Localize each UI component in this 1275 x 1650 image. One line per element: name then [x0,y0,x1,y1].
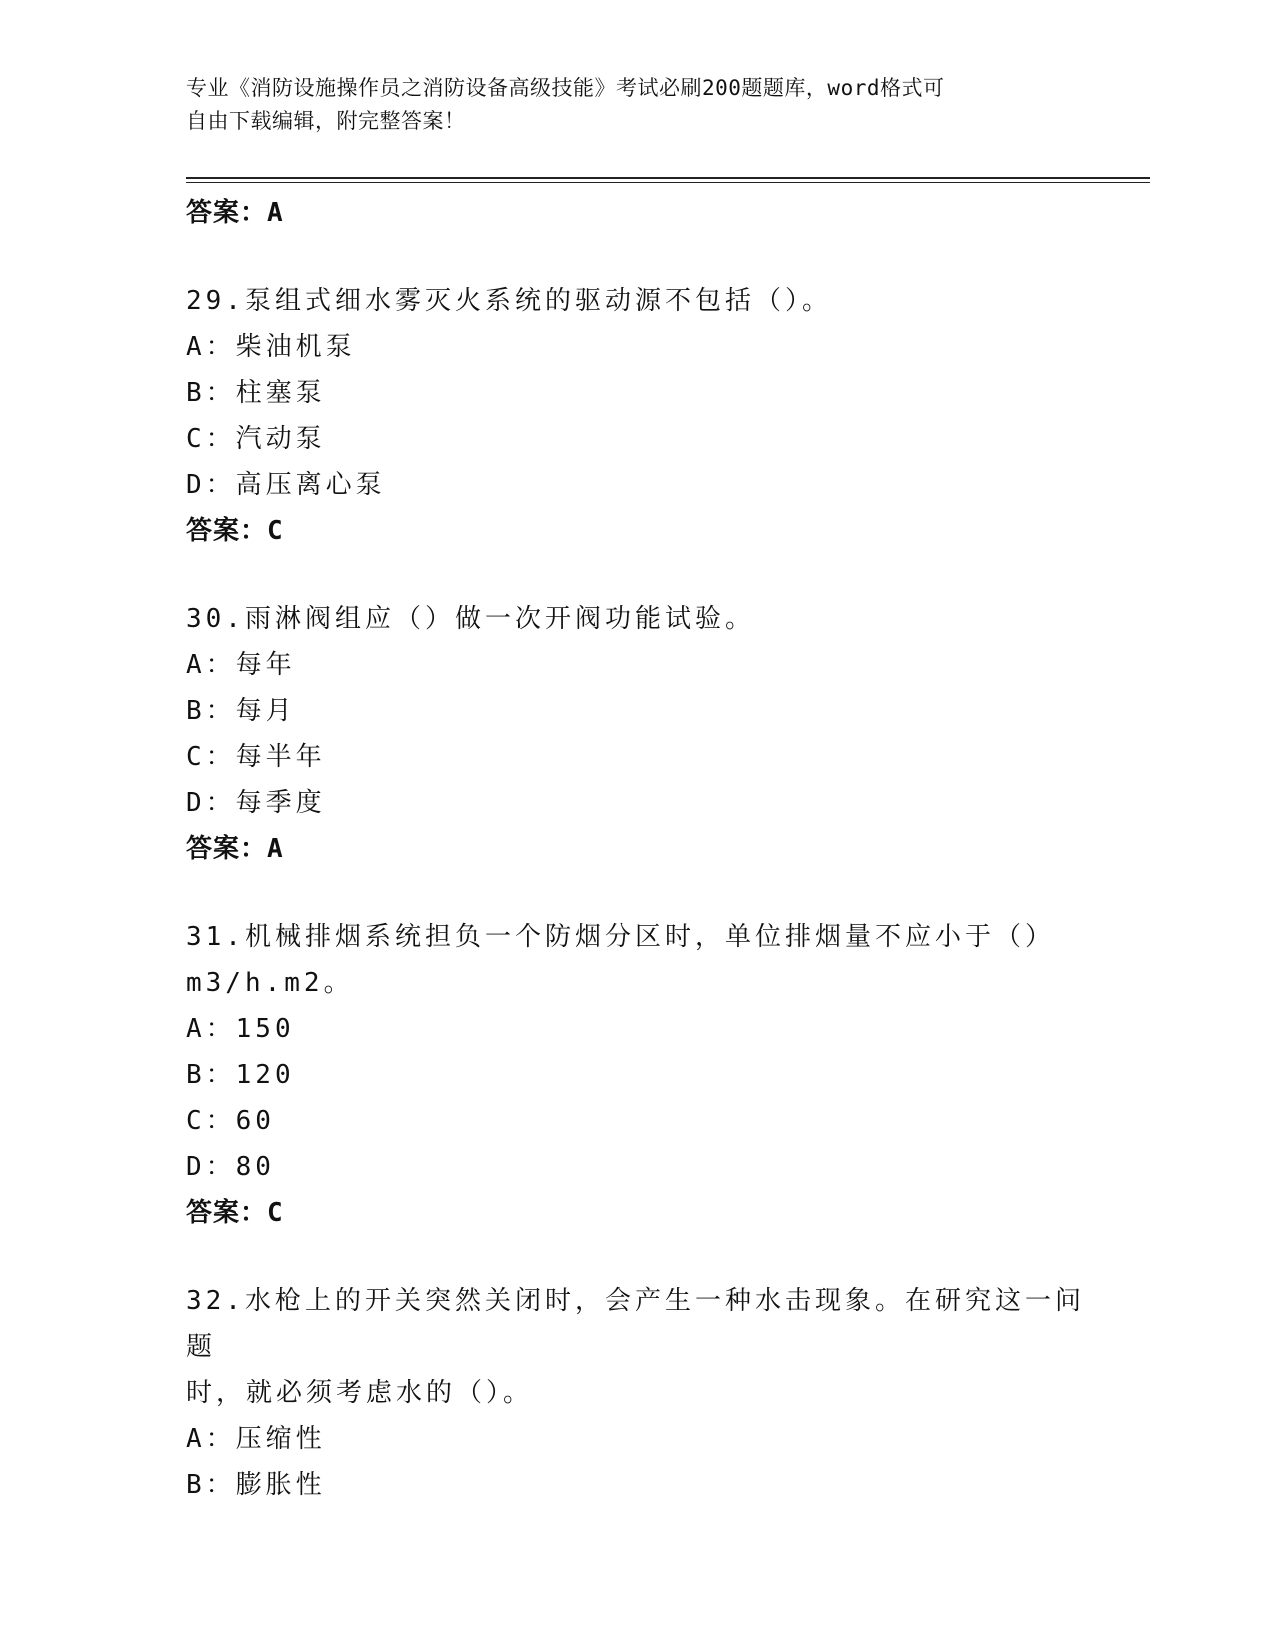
option-d: D：高压离心泵 [186,470,386,500]
option-d: D：80 [186,1152,275,1182]
question-list [186,190,1106,1508]
option-b: B：120 [186,1060,295,1090]
header-divider-thin [186,182,1150,183]
answer-line: 答案：A [186,198,284,228]
answer-line: 答案：A [186,834,284,864]
question-block-29 [186,278,1106,554]
question-text: 29.泵组式细水雾灭火系统的驱动源不包括（）。 [186,286,832,316]
document-header [186,72,1066,138]
question-block-30 [186,596,1106,872]
question-text: 30.雨淋阀组应（）做一次开阀功能试验。 [186,604,755,634]
question-text-continued: m3/h.m2。 [186,968,354,998]
question-text: 32.水枪上的开关突然关闭时，会产生一种水击现象。在研究这一问题 [186,1286,1085,1362]
question-text-continued: 时，就必须考虑水的（）。 [186,1378,534,1408]
option-c: C：汽动泵 [186,424,326,454]
option-a: A：压缩性 [186,1424,326,1454]
header-divider-thick [186,177,1150,179]
option-a: A：柴油机泵 [186,332,356,362]
header-line-1: 专业《消防设施操作员之消防设备高级技能》考试必刷200题题库，word格式可 [186,76,945,100]
option-a: A：每年 [186,650,296,680]
answer-line: 答案：C [186,516,284,546]
question-block-32 [186,1278,1106,1508]
question-block-31 [186,914,1106,1236]
option-b: B：柱塞泵 [186,378,326,408]
option-c: C：60 [186,1106,275,1136]
header-line-2: 自由下载编辑，附完整答案！ [186,109,466,133]
option-c: C：每半年 [186,742,326,772]
option-d: D：每季度 [186,788,326,818]
answer-line: 答案：C [186,1198,284,1228]
option-b: B：膨胀性 [186,1470,326,1500]
option-b: B：每月 [186,696,296,726]
question-text: 31.机械排烟系统担负一个防烟分区时，单位排烟量不应小于（） [186,922,1055,952]
option-a: A：150 [186,1014,295,1044]
